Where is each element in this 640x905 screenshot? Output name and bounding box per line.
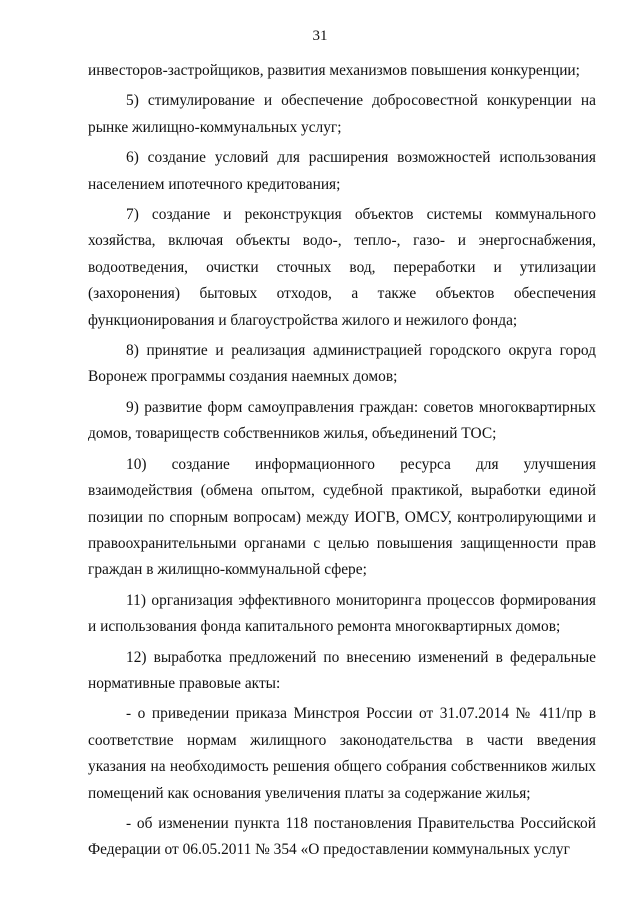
paragraph-item-8: 8) принятие и реализация администрацией городского округа город Воронеж программы создания наемных домов; [88,342,596,386]
paragraph-item-6: 6) создание условий для расширения возможностей использования населением ипотечного кредитования; [88,149,596,193]
page-number: 31 [312,28,328,44]
paragraph-item-9: 9) развитие форм самоуправления граждан: советов многоквартирных домов, товариществ собственников жилья, объединений ТОС; [88,398,596,443]
paragraph-subitem-order: - о приведении приказа Минстроя России от 31.07.2014 № 411/пр в соответствие нормам жилищного законодательства в части введения указания на необходимость решения общего собрания собственников жилых помещений как основания увеличения платы за содержание жилья; [88,705,596,802]
paragraph-item-10: 10) создание информационного ресурса для улучшения взаимодействия (обмена опытом, судебной практикой, выработки единой позиции по спорным вопросам) между ИОГВ, ОМСУ, контролирующими и правоохранительными органами с целью повышения защищенности прав граждан в жилищно-коммунальной сфере; [88,455,596,579]
paragraph-item-11: 11) организация эффективного мониторинга процессов формирования и использования фонда капитального ремонта многоквартирных домов; [88,591,596,636]
paragraph-item-5: 5) стимулирование и обеспечение добросовестной конкуренции на рынке жилищно-коммунальных услуг; [88,92,596,136]
paragraph-item-12: 12) выработка предложений по внесению изменений в федеральные нормативные правовые акты: [88,648,596,692]
paragraph-continuation: инвесторов-застройщиков, развития механизмов повышения конкуренции; [88,62,580,79]
paragraph-subitem-resolution: - об изменении пункта 118 постановления Правительства Российской Федерации от 06.05.2011 № 354 «О предоставлении коммунальных услуг [88,814,596,859]
paragraph-item-7: 7) создание и реконструкция объектов системы коммунального хозяйства, включая объекты водо-, тепло-, газо- и энергоснабжения, водоотведения, очистки сточных вод, переработки и утилизации (захоронения) бытовых отходов, а также объектов обеспечения функционирования и благоустройства жилого и нежилого фонда; [88,206,596,329]
body-text [88,58,596,868]
